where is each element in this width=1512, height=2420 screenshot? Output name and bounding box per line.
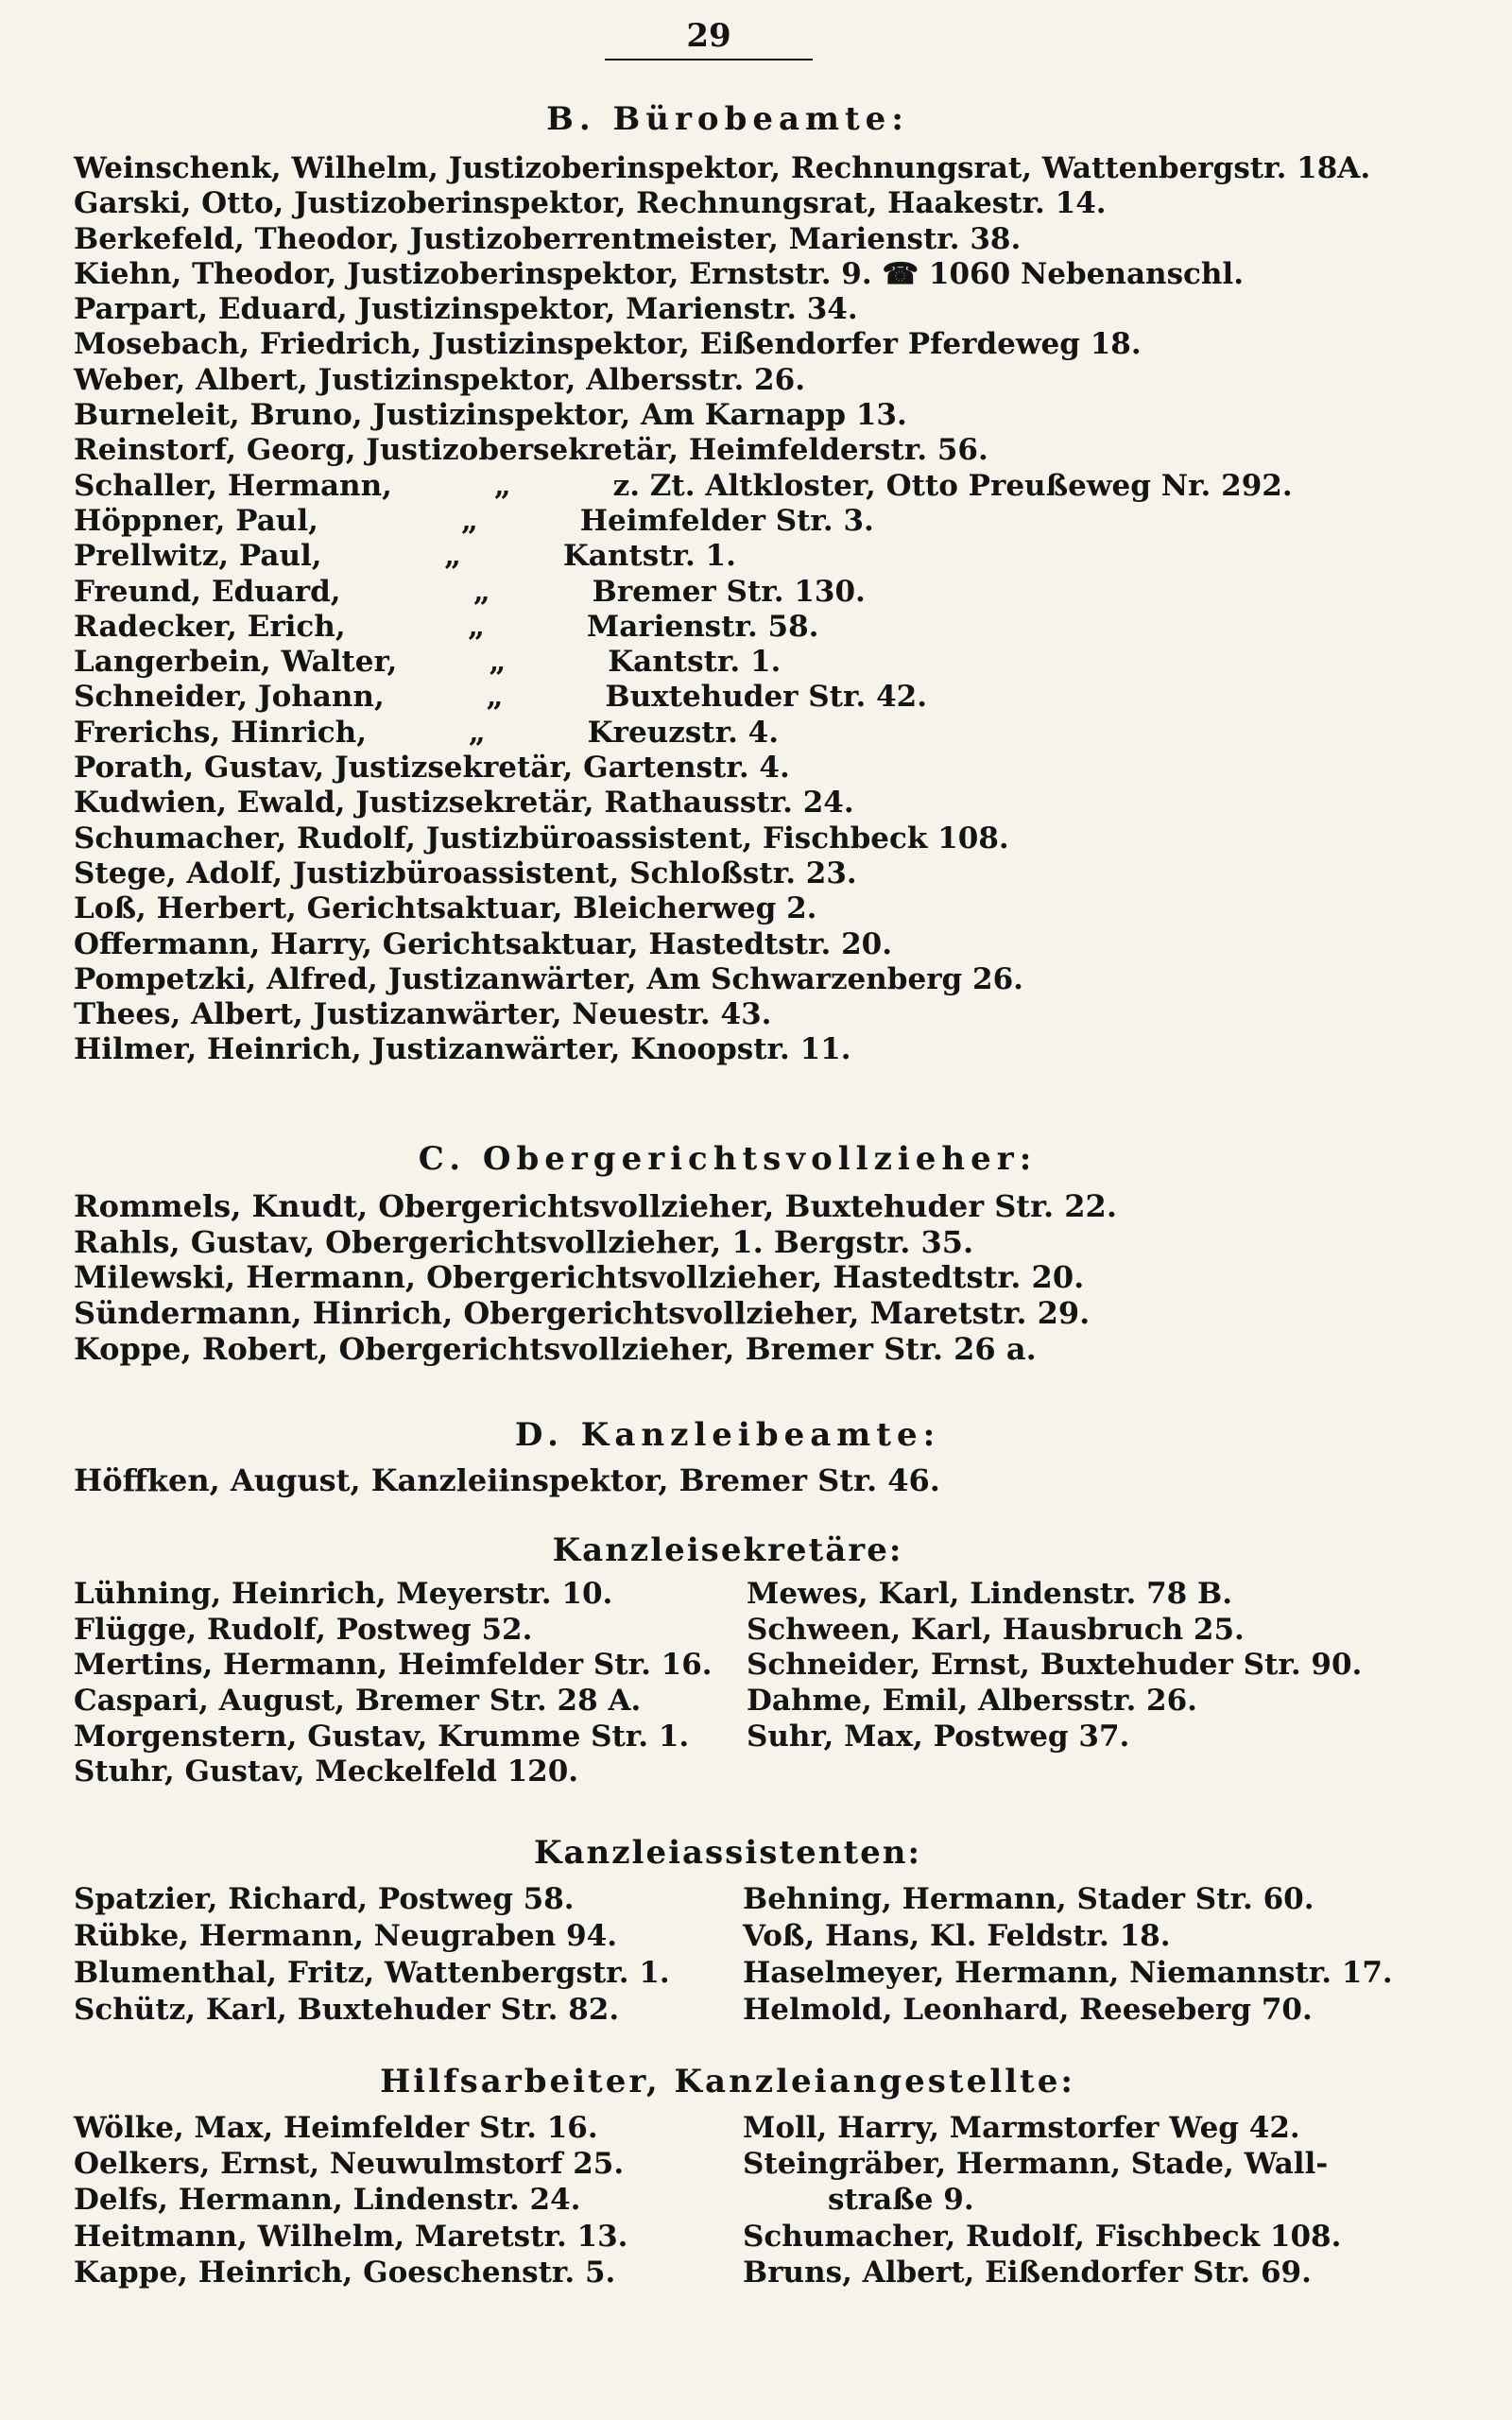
list-item: Mosebach, Friedrich, Justizinspektor, Eißendorfer Pferdeweg 18. [74,327,1142,362]
list-item: Porath, Gustav, Justizsekretär, Gartenstr. 4. [74,751,790,786]
list-item: Offermann, Harry, Gerichtsaktuar, Hastedtstr. 20. [74,926,893,961]
list-item: Schneider, Ernst, Buxtehuder Str. 90. [747,1648,1363,1683]
list-item: Weinschenk, Wilhelm, Justizoberinspektor, Rechnungsrat, Wattenbergstr. 18A. [74,151,1371,185]
list-item: Schneider, Johann, „ Buxtehuder Str. 42. [74,680,927,715]
list-item: Parpart, Eduard, Justizinspektor, Marienstr. 34. [74,292,858,327]
list-item: Langerbein, Walter, „ Kantstr. 1. [74,645,782,680]
section-heading-kanzleibeamte: D. Kanzleibeamte: [514,1416,941,1454]
list-item: Kudwien, Ewald, Justizsekretär, Rathausstr. 24. [74,786,854,821]
list-item: Sündermann, Hinrich, Obergerichtsvollzieher, Maretstr. 29. [74,1295,1091,1332]
list-item: Helmold, Leonhard, Reeseberg 70. [743,1993,1313,2027]
subheading-kanzleiassistenten: Kanzleiassistenten: [533,1834,922,1872]
list-kanzleiassistenten-right [743,1881,1393,2029]
list-item: Schaller, Hermann, „ z. Zt. Altkloster, Otto Preußeweg Nr. 292. [74,468,1293,503]
section-heading-buerobeamte: B. Bürobeamte: [546,100,909,138]
list-item: Schütz, Karl, Buxtehuder Str. 82. [74,1993,620,2027]
list-item: Prellwitz, Paul, „ Kantstr. 1. [74,539,736,574]
list-item: Schumacher, Rudolf, Justizbüroassistent, Fischbeck 108. [74,821,1009,856]
list-item: Oelkers, Ernst, Neuwulmstorf 25. [74,2147,625,2182]
list-item: Kiehn, Theodor, Justizoberinspektor, Ernststr. 9. ☎ 1060 Nebenanschl. [74,256,1245,291]
list-hilfsarbeiter-right [743,2110,1341,2290]
list-item: Morgenstern, Gustav, Krumme Str. 1. [74,1719,690,1754]
list-item: Suhr, Max, Postweg 37. [747,1719,1130,1754]
list-item: Heitmann, Wilhelm, Maretstr. 13. [74,2219,628,2254]
list-item: Pompetzki, Alfred, Justizanwärter, Am Schwarzenberg 26. [74,961,1023,996]
list-item: Schumacher, Rudolf, Fischbeck 108. [743,2219,1342,2254]
list-buerobeamte [74,151,1370,1068]
list-item: Loß, Herbert, Gerichtsaktuar, Bleicherweg 2. [74,891,817,926]
list-item: straße 9. [828,2183,974,2218]
list-obergerichtsvollzieher [74,1189,1117,1367]
list-item: Mertins, Hermann, Heimfelder Str. 16. [74,1648,713,1683]
list-item: Haselmeyer, Hermann, Niemannstr. 17. [743,1956,1393,1990]
list-item: Caspari, August, Bremer Str. 28 A. [74,1684,642,1719]
list-item: Delfs, Hermann, Lindenstr. 24. [74,2183,581,2218]
list-item: Milewski, Hermann, Obergerichtsvollzieher, Hastedtstr. 20. [74,1259,1085,1296]
list-item: Wölke, Max, Heimfelder Str. 16. [74,2111,598,2145]
list-item: Koppe, Robert, Obergerichtsvollzieher, Bremer Str. 26 a. [74,1330,1037,1367]
list-item: Dahme, Emil, Albersstr. 26. [747,1684,1197,1719]
list-item: Behning, Hermann, Stader Str. 60. [743,1882,1314,1916]
list-item: Flügge, Rudolf, Postweg 52. [74,1612,533,1647]
subheading-hilfsarbeiter: Hilfsarbeiter, Kanzleiangestellte: [380,2063,1075,2100]
list-item: Reinstorf, Georg, Justizobersekretär, Heimfelderstr. 56. [74,433,988,468]
list-item: Rübke, Hermann, Neugraben 94. [74,1919,618,1953]
list-item: Bruns, Albert, Eißendorfer Str. 69. [743,2255,1312,2290]
list-item: Burneleit, Bruno, Justizinspektor, Am Karnapp 13. [74,398,907,433]
list-kanzleisekretaere-right [747,1577,1362,1754]
list-item: Moll, Harry, Marmstorfer Weg 42. [743,2111,1300,2145]
subheading-kanzleisekretaere: Kanzleisekretäre: [552,1531,903,1569]
list-item: Höffken, August, Kanzleiinspektor, Bremer Str. 46. [74,1462,940,1498]
section-heading-obergerichtsvollzieher: C. Obergerichtsvollzieher: [418,1140,1038,1178]
list-kanzleiassistenten-left [74,1881,670,2029]
list-item: Berkefeld, Theodor, Justizoberrentmeister, Marienstr. 38. [74,221,1022,256]
list-item: Spatzier, Richard, Postweg 58. [74,1882,575,1916]
page-number: 29 [605,17,813,60]
list-hilfsarbeiter-left [74,2110,627,2290]
list-item: Stuhr, Gustav, Meckelfeld 120. [74,1754,579,1789]
list-item: Stege, Adolf, Justizbüroassistent, Schloßstr. 23. [74,856,857,890]
list-item: Voß, Hans, Kl. Feldstr. 18. [743,1919,1171,1953]
list-item: Höppner, Paul, „ Heimfelder Str. 3. [74,503,874,538]
list-item: Lühning, Heinrich, Meyerstr. 10. [74,1577,613,1611]
list-item: Kappe, Heinrich, Goeschenstr. 5. [74,2255,616,2290]
list-item: Hilmer, Heinrich, Justizanwärter, Knoopstr. 11. [74,1032,851,1067]
list-item: Schween, Karl, Hausbruch 25. [747,1612,1245,1647]
list-item: Rahls, Gustav, Obergerichtsvollzieher, 1. Bergstr. 35. [74,1223,974,1260]
list-item: Mewes, Karl, Lindenstr. 78 B. [747,1577,1233,1611]
list-item: Steingräber, Hermann, Stade, Wall- [743,2147,1329,2182]
list-item: Frerichs, Hinrich, „ Kreuzstr. 4. [74,715,780,750]
list-kanzleisekretaere-left [74,1577,713,1790]
list-item: Freund, Eduard, „ Bremer Str. 130. [74,574,866,609]
list-item: Garski, Otto, Justizoberinspektor, Rechnungsrat, Haakestr. 14. [74,186,1107,221]
list-item: Rommels, Knudt, Obergerichtsvollzieher, Buxtehuder Str. 22. [74,1188,1117,1224]
list-kanzleibeamte [74,1463,940,1499]
list-item: Blumenthal, Fritz, Wattenbergstr. 1. [74,1956,670,1990]
list-item: Radecker, Erich, „ Marienstr. 58. [74,609,819,644]
list-item: Thees, Albert, Justizanwärter, Neuestr. 43. [74,997,772,1032]
list-item: Weber, Albert, Justizinspektor, Albersstr. 26. [74,362,805,397]
